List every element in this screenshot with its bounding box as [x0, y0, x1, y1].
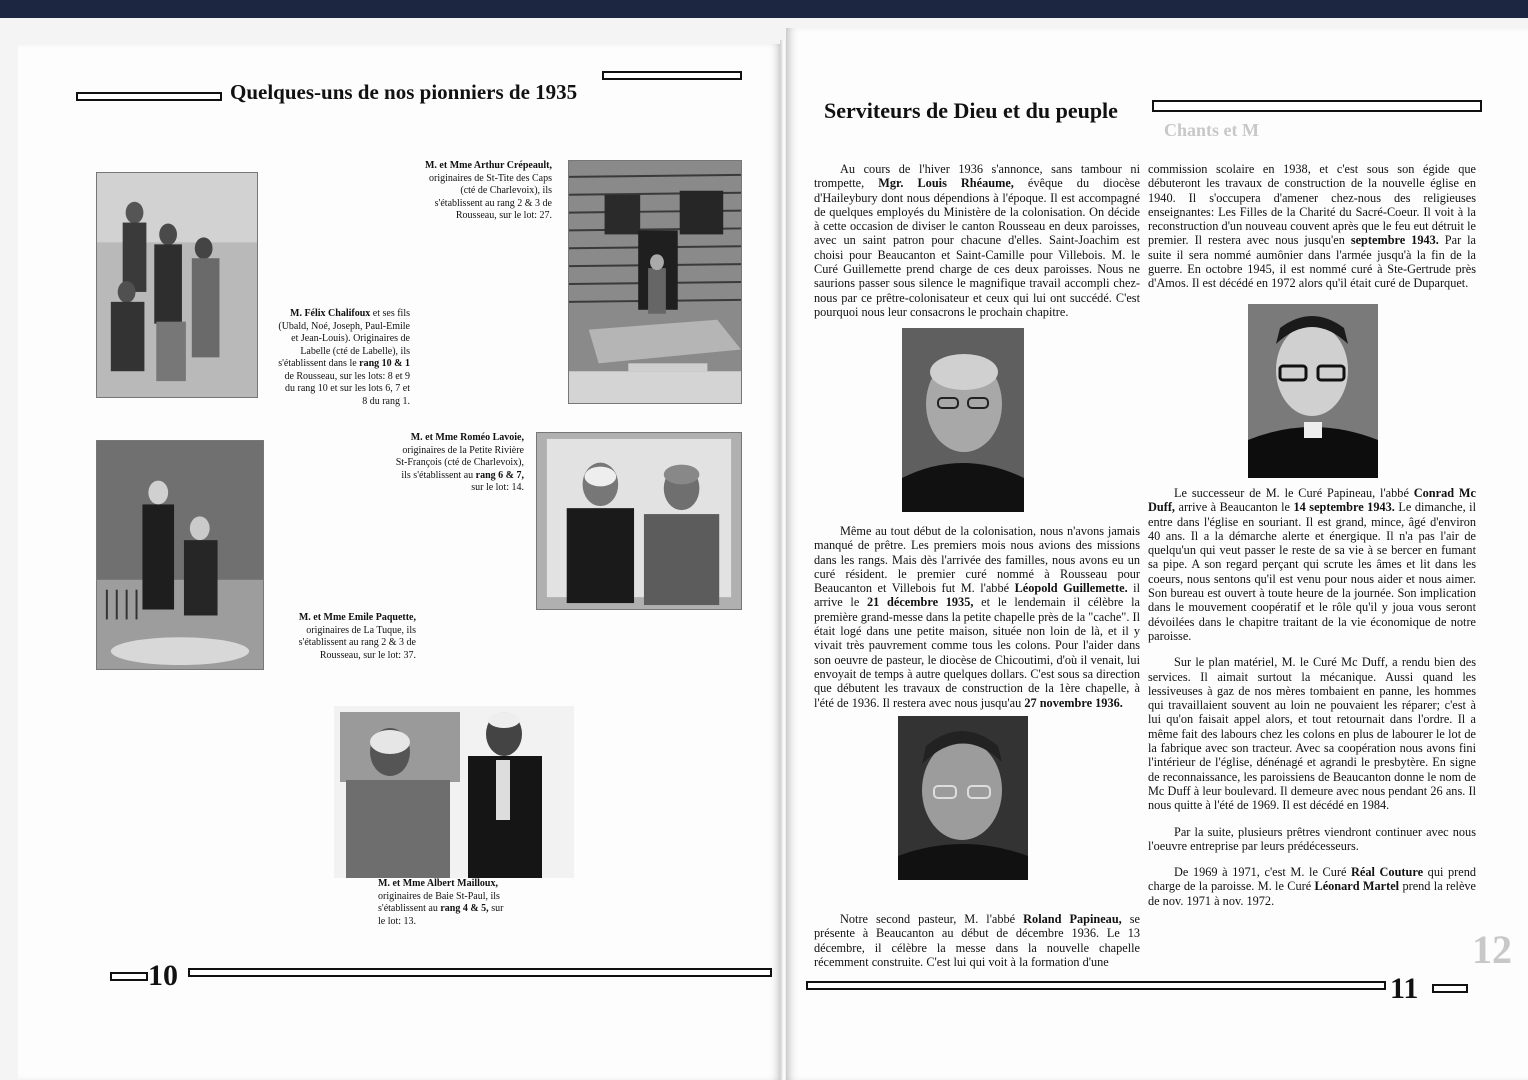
- portrait-guillemette: [902, 328, 1024, 512]
- paragraph-mcduff-material: Sur le plan matériel, M. le Curé Mc Duff, a rendu bien des services. Il aimait surtout la mécanique. Aussi quand les lessiveuses à gaz de nos mères tombaient en panne, les hommes qui travaillaient souvent au loin ne pouvaient les réparer; c'est à lui qu'on faisait appel alors, et tout retournait dans l'ordre. Il a même fait des labours chez les colons en plus de labourer le lot de la fabrique avec son tracteur. Avec sa coopération nous avons fini l'intérieur de l'église, dénénagé et agrandi le presbytère. En signe de reconnaissance, les paroissiens de Beaucanton donne le nom de Mc Duff à leur boulevard. Il demeure avec nous pendant 26 ans. Il nous quitte à l'été de 1969. Il est décédé en 1984.: [1148, 655, 1476, 813]
- paragraph-rheaume: [814, 162, 1140, 319]
- right-page: [786, 28, 1528, 1080]
- column-1-middle: [814, 524, 1140, 710]
- ghost-next-page-heading: Chants et M: [1164, 120, 1259, 140]
- caption-chalifoux-name: M. Félix Chalifoux: [290, 308, 371, 319]
- scan-top-edge: [0, 0, 1528, 18]
- column-2-top: [1148, 162, 1476, 291]
- column-1-top: [814, 162, 1140, 319]
- paragraph-guillemette: [814, 524, 1140, 710]
- caption-chalifoux-text2: de Rousseau, sur les lots: 8 et 9 du rang 10 et sur les lots 6, 7 et 8 du rang 1.: [284, 370, 410, 407]
- paragraph-mcduff: [1148, 486, 1476, 643]
- text-rheaume-name: Mgr. Louis Rhéaume,: [878, 176, 1014, 191]
- text-rheaume-a: Au cours de l'hiver 1936 s'annonce, sans tambour ni trompette,: [814, 162, 1140, 191]
- ghost-next-page-number: 12: [1472, 927, 1512, 972]
- text-papineau-cont-c: Par la suite il sera nommé aumônier dans l'armée jusqu'à la fin de la guerre. En octobre 1945, il est nommé curé à Ste-Gertrude près d'Amos. Il est décédé en 1972 alors qu'il était curé de Duparquet.: [1148, 233, 1477, 291]
- text-papineau-a: Notre second pasteur, M. l'abbé: [840, 912, 1016, 926]
- caption-lavoie: [392, 432, 524, 495]
- title-rule: [1152, 100, 1482, 112]
- text-papineau-c: se présente à Beaucanton au début de décembre 1936. Le 13 décembre, il célèbre la messe dans la nouvelle chapelle récemment construite. C'est lui qui voit à la formation d'une: [814, 912, 1140, 969]
- caption-crepeault-name: M. et Mme Arthur Crépeault,: [424, 160, 552, 171]
- text-rheaume-c: évêque du diocèse d'Haileybury dont nous dépendions à l'époque. Il est accompagné de quelques employés du Ministère de la colonisation. On décide à cette occasion de diviser le canton Rousseau en deux paroisses, avec un saint patron pour chacune d'elles. Saint-Joachim est choisi pour Beaucanton et Saint-Camille pour Villebois. M. le Curé Guillemette prend charge de ces deux paroisses. Nous ne saurions passer sous silence le magnifique travail accompli chez-nous par ce prêtre-colonisateur et ceux qui lui ont succédé. C'est pourquoi nous leur consacrons le prochain chapitre.: [814, 176, 1141, 319]
- column-1-bottom: [814, 912, 1140, 969]
- title-rule-left: [76, 92, 222, 101]
- text-couture-name: Réal Couture: [1351, 865, 1424, 880]
- caption-paquette-text: originaires de La Tuque, ils s'établissent au rang 2 & 3 de Rousseau, sur le lot: 37.: [298, 624, 416, 661]
- title-rule-right: [602, 71, 742, 80]
- text-mcduff-a: Le successeur de M. le Curé Papineau, l'abbé: [1174, 486, 1409, 500]
- caption-chalifoux-rang: rang 10 & 1: [359, 358, 410, 369]
- text-guillemette-date: 21 décembre 1935,: [867, 595, 974, 610]
- photo-lavoie-couple: [536, 432, 742, 610]
- text-mcduff-c: arrive à Beaucanton le: [1178, 500, 1290, 515]
- text-couture-a: De 1969 à 1971, c'est M. le Curé: [1174, 865, 1347, 880]
- portrait-mcduff: [1248, 304, 1378, 478]
- footer-rule-short: [110, 972, 148, 981]
- caption-crepeault: [420, 160, 552, 223]
- caption-paquette: [280, 612, 416, 662]
- paragraph-papineau-cont: [1148, 162, 1476, 291]
- paragraph-successors: Par la suite, plusieurs prêtres viendront continuer avec nous l'oeuvre entreprise par leurs prédécesseurs.: [1148, 824, 1476, 853]
- text-martel-name: Léonard Martel: [1314, 879, 1400, 894]
- text-guillemette-end-date: 27 novembre 1936.: [1024, 695, 1123, 710]
- caption-lavoie-text2: sur le lot: 14.: [471, 482, 524, 493]
- caption-crepeault-text: originaires de St-Tite des Caps (cté de Charlevoix), ils s'établissent au rang 2 & 3 de Rousseau, sur le lot: 27.: [429, 172, 552, 221]
- text-guillemette-a: Même au tout début de la colonisation, nous n'avons jamais manqué de prêtre. Les premiers mois nous avions des missions dans les rangs. Mais dès l'arrivée des familles, nous avons eu un curé résident. le premier curé nommé à Rousseau pour Beaucanton et Villebois fut M. l'abbé: [814, 524, 1140, 596]
- footer-rule-long: [188, 968, 772, 977]
- left-page-title: Quelques-uns de nos pionniers de 1935: [230, 80, 578, 104]
- caption-paquette-name: M. et Mme Emile Paquette,: [298, 612, 416, 623]
- caption-chalifoux-text1: et ses fils (Ubald, Noé, Joseph, Paul-Emile et Jean-Louis). Originaires de Labelle (cté de Labelle), ils s'établissent dans le: [278, 308, 410, 369]
- caption-mailloux-text1: originaires de Baie St-Paul, ils s'établissent au: [378, 890, 500, 914]
- text-martel-e: prend la relève de nov. 1971 à nov. 1972.: [1148, 879, 1477, 908]
- photo-paquette-couple: [96, 440, 264, 670]
- text-guillemette-e: et le lendemain il célèbre la première grand-messe dans la petite chapelle près de la "cache". Il était logé dans une petite maison, située non loin de là, et il y vivait très pauvrement comme tous les colons. Pour l'aider dans son oeuvre de pasteur, le diocèse de Chicoutimi, d'où il venait, lui envoyait de temps à autre quelques dollars. C'est sous sa direction que débutent les travaux de construction de la 1ère chapelle, à l'été de 1936. Il restera avec nous jusqu'au: [814, 595, 1140, 710]
- text-mcduff-date: 14 septembre 1943.: [1293, 500, 1395, 515]
- photo-crepeault-house: [568, 160, 742, 404]
- caption-lavoie-rang: rang 6 & 7,: [475, 469, 524, 481]
- text-guillemette-c: il arrive le: [814, 581, 1140, 610]
- text-papineau-cont-date: septembre 1943.: [1350, 233, 1439, 248]
- paragraph-couture-martel: [1148, 865, 1476, 908]
- caption-chalifoux: [278, 308, 410, 408]
- left-page-number: 10: [148, 959, 178, 992]
- text-mcduff-e: Le dimanche, il entre dans l'église en souriant. Il est grand, mince, âgé d'environ 40 ans. Il a la démarche alerte et énergique. Il n'a pas l'air de quelqu'un qui veut passer le reste de sa vie à se bercer en fumant sa pipe. A son regard perçant qui scrute les âmes et lit dans les coeurs, nous sentons qu'il est venu pour nous aider et nous aimer. Son bureau est ouvert à toute heure de la journée. Son implication dans le mouvement coopératif et le rôle qu'il y joua vous seront dévoilées dans le chapitre traitant de la vie économique de notre paroisse.: [1148, 500, 1477, 643]
- text-papineau-cont-a: commission scolaire en 1938, et c'est sous son égide que débuteront les travaux de construction de la nouvelle église en 1940. Il s'occupera d'amener chez-nous des religieuses enseignantes: Les Filles de la Charité du Sacré-Coeur. Il voit à la reconstruction d'un nouveau couvent après que le feu eut détruit le premier. Il restera avec nous jusqu'en: [1148, 162, 1476, 248]
- text-mcduff-name: Conrad Mc Duff,: [1148, 486, 1476, 515]
- right-page-title: Serviteurs de Dieu et du peuple: [824, 98, 1118, 123]
- left-page: [18, 44, 782, 1080]
- caption-mailloux-rang: rang 4 & 5,: [440, 903, 489, 914]
- column-2-middle: [1148, 486, 1476, 908]
- paragraph-papineau: [814, 912, 1140, 969]
- caption-mailloux-name: M. et Mme Albert Mailloux,: [378, 878, 498, 889]
- caption-mailloux: [378, 878, 504, 928]
- photo-chalifoux-family: [96, 172, 258, 398]
- caption-mailloux-text2: sur le lot: 13.: [378, 903, 504, 927]
- portrait-papineau: [898, 716, 1028, 880]
- footer-rule-long: [806, 981, 1386, 990]
- caption-lavoie-name: M. et Mme Roméo Lavoie,: [410, 432, 524, 443]
- right-page-number: 11: [1390, 972, 1419, 1005]
- photo-mailloux-couple: [334, 706, 574, 878]
- caption-lavoie-text1: originaires de la Petite Rivière St-François (cté de Charlevoix), ils s'établissent au: [395, 444, 524, 481]
- text-couture-c: qui prend charge de la paroisse. M. le Curé: [1148, 865, 1476, 894]
- text-papineau-name: Roland Papineau,: [1023, 912, 1122, 926]
- footer-rule-short: [1432, 984, 1468, 993]
- text-guillemette-name: Léopold Guillemette.: [1014, 581, 1128, 596]
